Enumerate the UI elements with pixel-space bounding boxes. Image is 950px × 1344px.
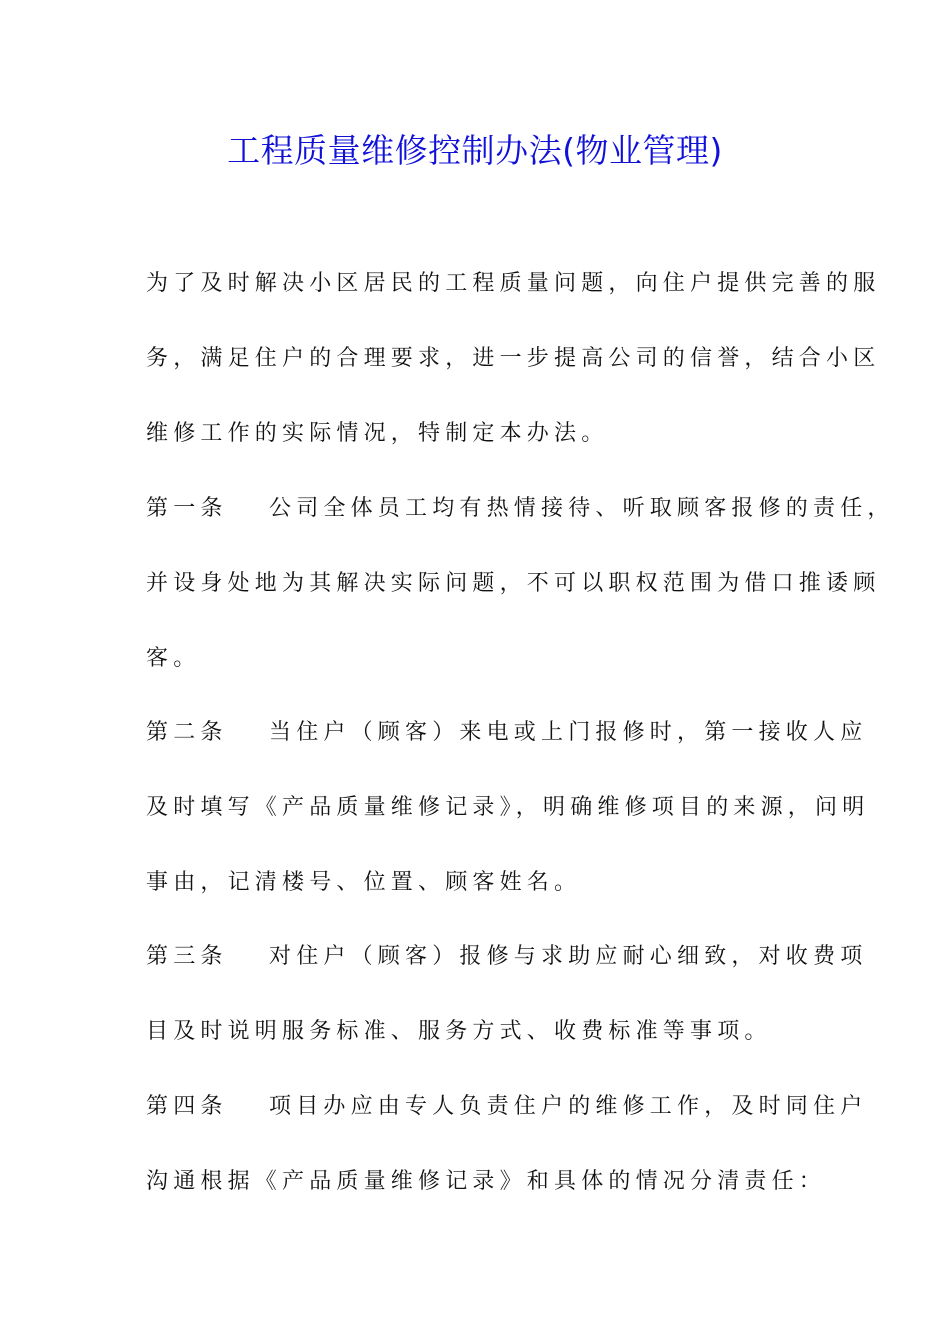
article-3-label: 第三条 — [146, 944, 228, 969]
article-2-text-1: 当住户（顾客）来电或上门报修时，第一接收人应 — [269, 720, 868, 745]
article-4-label: 第四条 — [146, 1094, 228, 1119]
article-2-text-3: 事由，记清楼号、位置、顾客姓名。 — [146, 870, 582, 895]
article-3-text-1: 对住户（顾客）报修与求助应耐心细致，对收费项 — [269, 944, 868, 969]
article-1-text-2: 并设身处地为其解决实际问题，不可以职权范围为借口推诿顾 — [146, 571, 881, 596]
article-1-text-1: 公司全体员工均有热情接待、听取顾客报修的责任， — [269, 496, 895, 521]
article-4-text-1: 项目办应由专人负责住户的维修工作，及时同住户 — [269, 1094, 868, 1119]
article-1-text-3: 客。 — [146, 646, 201, 671]
article-2-first-line — [146, 717, 868, 749]
article-3-text-2: 目及时说明服务标准、服务方式、收费标准等事项。 — [146, 1019, 772, 1044]
intro-line-1: 为了及时解决小区居民的工程质量问题，向住户提供完善的服 — [146, 271, 881, 296]
intro-line-2: 务，满足住户的合理要求，进一步提高公司的信誉，结合小区 — [146, 346, 881, 371]
article-4-text-2: 沟通根据《产品质量维修记录》和具体的情况分清责任： — [146, 1169, 827, 1194]
article-3-first-line — [146, 941, 868, 973]
article-4-first-line — [146, 1091, 868, 1123]
document-title: 工程质量维修控制办法(物业管理) — [227, 131, 723, 170]
intro-line-3: 维修工作的实际情况，特制定本办法。 — [146, 421, 609, 446]
article-2-label: 第二条 — [146, 720, 228, 745]
article-1-first-line — [146, 493, 895, 525]
article-2-text-2: 及时填写《产品质量维修记录》，明确维修项目的来源，问明 — [146, 795, 870, 820]
article-1-label: 第一条 — [146, 496, 228, 521]
